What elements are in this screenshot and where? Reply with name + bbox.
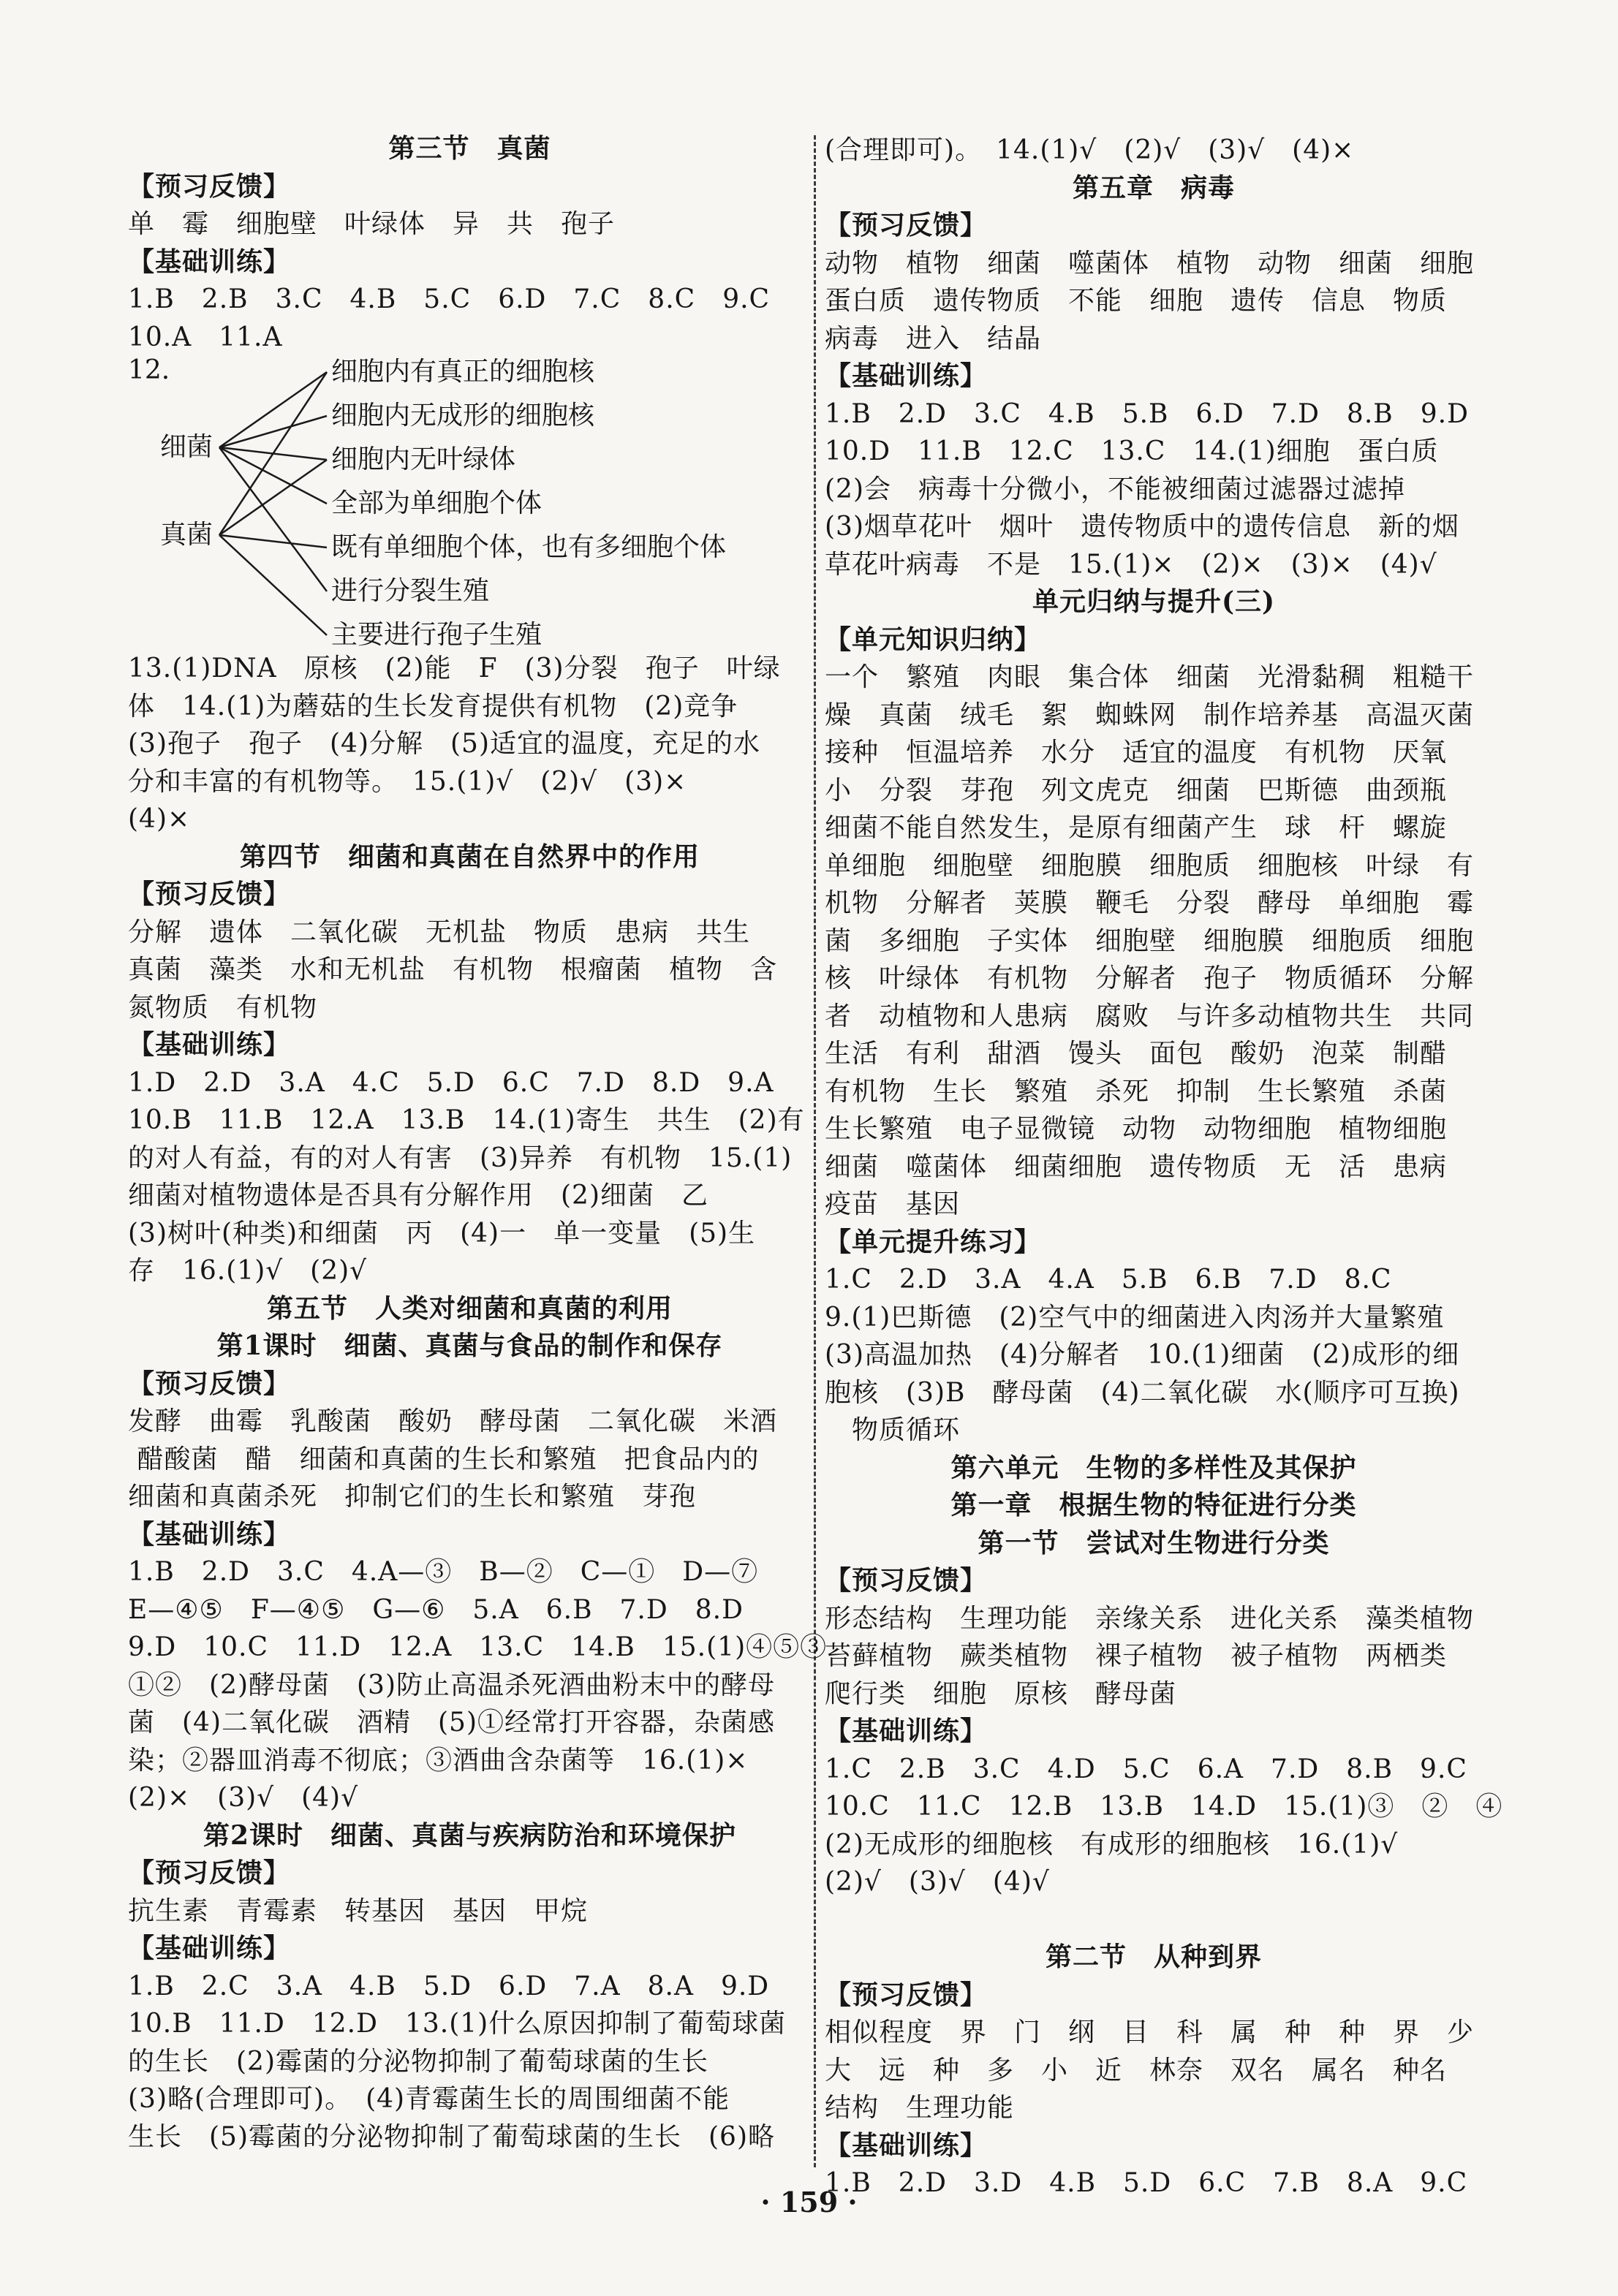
left-bottom-section [128,650,828,2156]
left-section-heading: 第三节 真菌 [388,133,551,164]
left-section-heading: 第2课时 细菌、真菌与疾病防治和环境保护 [203,1819,737,1851]
left-subsection-label: 【基础训练】 [128,1518,291,1550]
line-fungi-2 [219,460,327,535]
left-text-line: 1.B 2.B 3.C 4.B 5.C 6.D 7.C 8.C 9.C [128,284,771,314]
left-text-line: 的生长 (2)霉菌的分泌物抑制了葡萄球菌的生长 [128,2046,708,2077]
right-text-line: (3)高温加热 (4)分解者 10.(1)细菌 (2)成形的细 [825,1340,1460,1370]
right-text-line: 大 远 种 多 小 近 林奈 双名 属名 种名 [825,2055,1448,2085]
right-subsection-label: 【基础训练】 [825,2129,988,2161]
right-text-line: 草花叶病毒 不是 15.(1)× (2)× (3)× (4)√ [825,549,1437,580]
right-text-line: 1.B 2.D 3.D 4.B 5.D 6.C 7.B 8.A 9.C [825,2168,1468,2198]
left-text-line: 10.A 11.A [128,322,283,352]
right-text-line: 疫苗 基因 [825,1189,961,1219]
right-text-line: 一个 繁殖 肉眼 集合体 细菌 光滑黏稠 粗糙干 [825,662,1475,692]
left-text-line: 1.B 2.C 3.A 4.B 5.D 6.D 7.A 8.A 9.D [128,1971,770,2001]
column-divider [814,135,816,2167]
left-subsection-label: 【预习反馈】 [128,879,291,909]
right-text-line: 苔藓植物 蕨类植物 裸子植物 被子植物 两栖类 [825,1641,1448,1671]
line-fungi-1 [219,372,327,535]
right-text-line: (2)无成形的细胞核 有成形的细胞核 16.(1)√ [825,1829,1399,1860]
left-section-heading: 第四节 细菌和真菌在自然界中的作用 [239,841,700,872]
right-text-line: 10.D 11.B 12.C 13.C 14.(1)细胞 蛋白质 [825,436,1439,466]
left-text-line: 细菌和真菌杀死 抑制它们的生长和繁殖 芽孢 [128,1482,697,1512]
left-subsection-label: 【预习反馈】 [128,170,291,202]
right-subsection-label: 【单元提升练习】 [825,1226,1042,1257]
left-text-line: ①② (2)酵母菌 (3)防止高温杀死酒曲粉末中的酵母 [128,1670,775,1700]
right-text-line: 1.C 2.D 3.A 4.A 5.B 6.B 7.D 8.C [825,1265,1392,1295]
diagram-number: 12. [128,355,170,385]
right-text-line: 机物 分解者 荚膜 鞭毛 分裂 酵母 单细胞 霉 [825,888,1475,918]
left-text-line: 9.D 10.C 11.D 12.A 13.C 14.B 15.(1)④⑤③ [128,1632,828,1662]
line-bacteria-4 [219,447,327,504]
right-subsection-label: 【基础训练】 [825,360,988,391]
left-text-line: 氮物质 有机物 [128,992,318,1023]
right-section-heading: 第六单元 生物的多样性及其保护 [950,1452,1357,1483]
left-text-line: 分和丰富的有机物等。 15.(1)√ (2)√ (3)× [128,766,687,797]
diagram-right-item: 既有单细胞个体，也有多细胞个体 [331,532,727,562]
left-text-line: 的对人有益，有的对人有害 (3)异养 有机物 15.(1) [128,1143,793,1173]
left-text-line: 分解 遗体 二氧化碳 无机盐 物质 患病 共生 [128,917,751,947]
left-text-line: (2)× (3)√ (4)√ [128,1783,359,1813]
left-text-line: 10.B 11.D 12.D 13.(1)什么原因抑制了葡萄球菌 [128,2009,787,2039]
right-subsection-label: 【基础训练】 [825,1716,988,1746]
left-text-line: E—④⑤ F—④⑤ G—⑥ 5.A 6.B 7.D 8.D [128,1594,744,1625]
diagram-right-item: 主要进行孢子生殖 [331,620,543,650]
right-text-line: 病毒 进入 结晶 [825,323,1042,354]
diagram-left-fungi: 真菌 [160,520,213,550]
right-text-line: 爬行类 细胞 原核 酵母菌 [825,1678,1177,1709]
left-text-line: 10.B 11.B 12.A 13.B 14.(1)寄生 共生 (2)有 [128,1105,805,1135]
left-section-heading: 第五节 人类对细菌和真菌的利用 [266,1292,673,1324]
line-bacteria-1 [219,372,327,447]
matching-diagram [128,356,812,650]
right-text-line: 物质循环 [825,1415,961,1445]
left-subsection-label: 【预习反馈】 [128,1368,291,1399]
right-text-line: 小 分裂 芽孢 列文虎克 细菌 巴斯德 曲颈瓶 [825,775,1448,806]
right-text-line: 蛋白质 遗传物质 不能 细胞 遗传 信息 物质 [825,286,1448,316]
left-text-line: 醋酸菌 醋 细菌和真菌的生长和繁殖 把食品内的 [128,1444,760,1474]
right-text-line: 接种 恒温培养 水分 适宜的温度 有机物 厌氧 [825,738,1448,768]
left-text-line: (4)× [128,804,191,834]
right-subsection-label: 【预习反馈】 [825,1979,988,2010]
line-fungi-4 [219,535,327,635]
right-subsection-label: 【预习反馈】 [825,1565,988,1596]
left-subsection-label: 【基础训练】 [128,246,291,277]
right-text-line: 形态结构 生理功能 亲缘关系 进化关系 藻类植物 [825,1603,1475,1634]
left-text-line: 1.D 2.D 3.A 4.C 5.D 6.C 7.D 8.D 9.A [128,1067,774,1098]
diagram-right-item: 细胞内无成形的细胞核 [331,401,595,431]
right-text-line: 细菌不能自然发生，是原有细菌产生 球 杆 螺旋 [825,813,1448,843]
left-text-line: 染；②器皿消毒不彻底；③酒曲含杂菌等 16.(1)× [128,1745,749,1776]
left-text-line: (3)树叶(种类)和细菌 丙 (4)一 单一变量 (5)生 [128,1218,756,1249]
diagram-right-item: 细胞内有真正的细胞核 [331,357,595,387]
left-text-line: 真菌 藻类 水和无机盐 有机物 根瘤菌 植物 含 [128,955,778,985]
left-text-line: (3)孢子 孢子 (4)分解 (5)适宜的温度，充足的水 [128,729,760,759]
right-text-line: 者 动植物和人患病 腐败 与许多动植物共生 共同 [825,1001,1475,1031]
left-text-line: 单 霉 细胞壁 叶绿体 异 共 孢子 [128,209,616,239]
left-text-line: 存 16.(1)√ (2)√ [128,1256,368,1286]
left-text-line: 细菌对植物遗体是否具有分解作用 (2)细菌 乙 [128,1181,708,1210]
right-text-line: (合理即可)。 14.(1)√ (2)√ (3)√ (4)× [825,135,1355,165]
line-fungi-3 [219,535,327,548]
right-text-line: 1.C 2.B 3.C 4.D 5.C 6.A 7.D 8.B 9.C [825,1754,1467,1784]
left-text-line: 生长 (5)霉菌的分泌物抑制了葡萄球菌的生长 (6)略 [128,2121,775,2152]
right-text-line: 有机物 生长 繁殖 杀死 抑制 生长繁殖 杀菌 [825,1076,1448,1107]
line-bacteria-2 [219,416,327,447]
diagram-left-bacteria: 细菌 [160,432,213,462]
right-section-heading: 第一章 根据生物的特征进行分类 [950,1490,1357,1520]
left-text-line: (3)略(合理即可)。 (4)青霉菌生长的周围细菌不能 [128,2084,730,2114]
right-text-line: 结构 生理功能 [825,2093,1015,2123]
diagram-right-item: 细胞内无叶绿体 [331,444,516,474]
left-text-line: 1.B 2.D 3.C 4.A—③ B—② C—① D—⑦ [128,1557,759,1587]
right-text-line: 相似程度 界 门 纲 目 科 属 种 种 界 少 [825,2017,1475,2047]
right-text-line: 燥 真菌 绒毛 絮 蜘蛛网 制作培养基 高温灭菌 [825,700,1475,730]
right-text-line: 9.(1)巴斯德 (2)空气中的细菌进入肉汤并大量繁殖 [825,1302,1445,1333]
line-bacteria-5 [219,447,327,591]
right-text-line: 菌 多细胞 子实体 细胞壁 细胞膜 细胞质 细胞 [825,925,1475,956]
left-subsection-label: 【基础训练】 [128,1029,291,1060]
right-text-line: 生长繁殖 电子显微镜 动物 动物细胞 植物细胞 [825,1114,1448,1144]
right-text-line: (2)√ (3)√ (4)√ [825,1867,1050,1897]
right-text-line: 核 叶绿体 有机物 分解者 孢子 物质循环 分解 [825,963,1475,993]
right-text-line: 10.C 11.C 12.B 13.B 14.D 15.(1)③ ② ④ [825,1792,1503,1822]
left-top-section [128,130,812,356]
left-text-line: 体 14.(1)为蘑菇的生长发育提供有机物 (2)竞争 [128,691,738,721]
right-text-line: 胞核 (3)B 酵母菌 (4)二氧化碳 水(顺序可互换) [825,1377,1460,1408]
right-section-heading: 第一节 尝试对生物进行分类 [978,1527,1330,1558]
right-text-line [825,1901,1483,1939]
left-text-line: 菌 (4)二氧化碳 酒精 (5)①经常打开容器，杂菌感 [128,1708,775,1738]
right-section-heading: 单元归纳与提升(三) [1032,586,1276,617]
left-text-line: 13.(1)DNA 原核 (2)能 F (3)分裂 孢子 叶绿 [128,653,781,683]
right-text-line: 单细胞 细胞壁 细胞膜 细胞质 细胞核 叶绿 有 [825,850,1475,881]
left-column [128,130,828,2156]
diagram-right-item: 全部为单细胞个体 [331,488,543,518]
right-subsection-label: 【预习反馈】 [825,210,988,240]
right-text-line: 1.B 2.D 3.C 4.B 5.B 6.D 7.D 8.B 9.D [825,398,1469,429]
right-section-heading: 第二节 从种到界 [1045,1941,1262,1972]
left-subsection-label: 【基础训练】 [128,1933,291,1963]
right-text-line: 细菌 噬菌体 细菌细胞 遗传物质 无 活 患病 [825,1151,1448,1182]
right-section-heading: 第五章 病毒 [1072,172,1235,203]
left-section-heading: 第1课时 细菌、真菌与食品的制作和保存 [216,1330,723,1361]
left-text-line: 发酵 曲霉 乳酸菌 酸奶 酵母菌 二氧化碳 米酒 [128,1406,778,1436]
right-subsection-label: 【单元知识归纳】 [825,624,1042,655]
page-number: · 159 · [760,2186,858,2219]
left-subsection-label: 【预习反馈】 [128,1857,291,1888]
left-text-line: 抗生素 青霉素 转基因 基因 甲烷 [128,1895,589,1926]
right-text-line: (2)会 病毒十分微小，不能被细菌过滤器过滤掉 [825,474,1405,504]
diagram-right-item: 进行分裂生殖 [331,576,490,606]
right-text-line: (3)烟草花叶 烟叶 遗传物质中的遗传信息 新的烟 [825,512,1459,542]
right-text-line: 动物 植物 细菌 噬菌体 植物 动物 细菌 细胞 [825,248,1475,279]
right-text-line: 生活 有利 甜酒 馒头 面包 酸奶 泡菜 制醋 [825,1039,1448,1069]
right-column [825,132,1503,2202]
